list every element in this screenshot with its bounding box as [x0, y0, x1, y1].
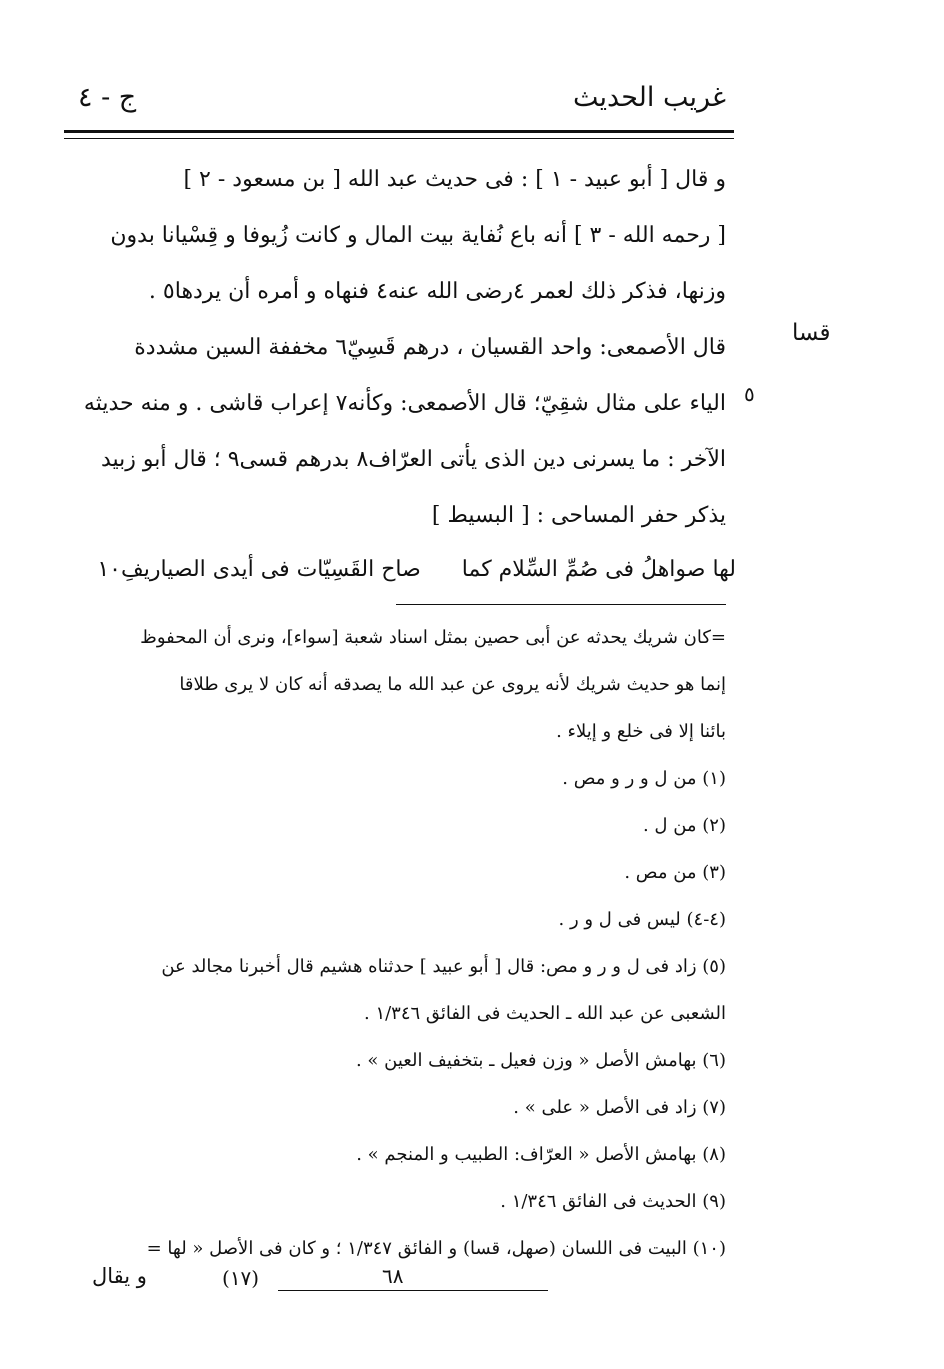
text-line: [ رحمه الله - ٣ ] أنه باع نُفاية بيت المال و كانت زُيوفا و قِسْيانا بدون — [110, 223, 726, 248]
main-text — [76, 152, 726, 544]
footnote-line: (١) من ل و ر و مص . — [562, 768, 726, 789]
footnote-line: (٣) من مص . — [624, 862, 726, 883]
text-line: الآخر : ما يسرنى دين الذى يأتى العرّاف٨ بدرهم قسى٩ ؛ قال أبو زبيد — [100, 447, 726, 472]
running-title: غريب الحديث — [573, 82, 726, 113]
footnotes — [76, 614, 726, 1272]
footnote-line: (١٠) البيت فى اللسان (صهل، قسا) و الفائق ١/٣٤٧ ؛ و كان فى الأصل « لها = — [146, 1238, 726, 1259]
text-line: يذكر حفر المساحى : [ البسيط ] — [431, 503, 726, 528]
poetry-verse — [76, 548, 736, 592]
footnote-line: الشعبى عن عبد الله ـ الحديث فى الفائق ١/٣٤٦ . — [363, 1003, 726, 1024]
margin-headword: قسا — [792, 320, 831, 346]
text-line: و قال [ أبو عبيد - ١ ] : فى حديث عبد الله [ بن مسعود - ٢ ] — [183, 167, 726, 192]
footnote-line: إنما هو حديث شريك لأنه يروى عن عبد الله ما يصدقه أنه كان لا يرى طلاقا — [179, 674, 726, 695]
header-rule-thick — [64, 130, 734, 133]
header-rule-thin — [64, 138, 734, 139]
footnote-line: (٨) بهامش الأصل « العرّاف: الطبيب و المنجم » . — [356, 1144, 726, 1165]
text-line: الياء على مثال شقِيّ؛ قال الأصمعى: وكأنه٧ إعراب قاشى . و منه حديثه — [83, 391, 726, 416]
text-line: قال الأصمعى: واحد القسيان ، درهم قَسِيّ٦ مخففة السين مشددة — [134, 335, 726, 360]
page-number: ٦٨ — [382, 1264, 404, 1288]
margin-line-number: ٥ — [744, 382, 755, 406]
footnote-line: (٢) من ل . — [642, 815, 726, 836]
footnote-line: (٤-٤) ليس فى ل و ر . — [558, 909, 726, 930]
volume-label: ج - ٤ — [78, 82, 137, 113]
footnote-line: =كان شريك يحدثه عن أبى حصين بمثل اسناد شعبة [سواء]، ونرى أن المحفوظ — [140, 627, 726, 648]
footnote-line: (٩) الحديث فى الفائق ١/٣٤٦ . — [500, 1191, 726, 1212]
footnote-separator — [396, 604, 726, 605]
footnote-line: (٧) زاد فى الأصل « على » . — [513, 1097, 726, 1118]
catchword: و يقال — [92, 1264, 147, 1288]
verse-second-hemistich: صاح القَسِيّات فى أيدى الصياريفِ١٠ — [97, 557, 421, 582]
footnote-line: بائنا إلا فى خلع و إيلاء . — [556, 721, 726, 742]
text-line: وزنها، فذكر ذلك لعمر ٤رضى الله عنه٤ فنهاه و أمره أن يردها٥ . — [148, 279, 726, 304]
verse-first-hemistich: لها صواهلُ فى صُمِّ السِّلام كما — [461, 557, 736, 582]
footer-rule — [278, 1290, 548, 1291]
footnote-line: (٦) بهامش الأصل « وزن فعيل ـ بتخفيف العين » . — [355, 1050, 726, 1071]
signature-mark: (١٧) — [222, 1266, 260, 1290]
footnote-line: (٥) زاد فى ل و ر و مص: قال [ أبو عبيد ] حدثناه هشيم قال أخبرنا مجالد عن — [161, 956, 726, 977]
page-footer — [92, 1262, 472, 1302]
